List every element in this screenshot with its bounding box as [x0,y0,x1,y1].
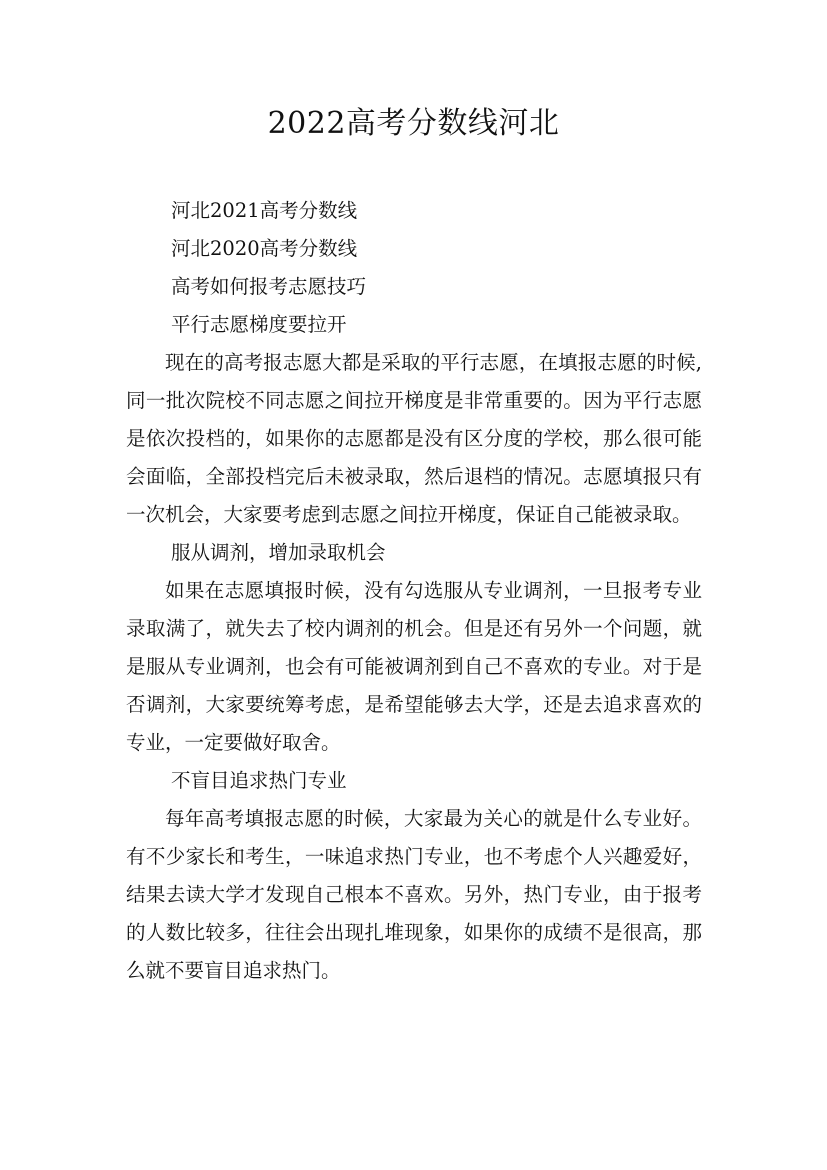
paragraph-parallel-gradient: 现在的高考报志愿大都是采取的平行志愿，在填报志愿的时候,同一批次院校不同志愿之间拉开梯度是非常重要的。因为平行志愿是依次投档的，如果你的志愿都是没有区分度的学校，那么很可能会面临，全部投档完后未被录取，然后退档的情况。志愿填报只有一次机会，大家要考虑到志愿之间拉开梯度，保证自己能被录取。 [126,351,702,526]
paragraph-popular-majors: 每年高考填报志愿的时候，大家最为关心的就是什么专业好。有不少家长和考生，一味追求热门专业，也不考虑个人兴趣爱好，结果去读大学才发现自己根本不喜欢。另外，热门专业，由于报考的人数比较多，往往会出现扎堆现象，如果你的成绩不是很高，那么就不要盲目追求热门。 [126,807,702,982]
subheading-application-tips: 高考如何报考志愿技巧 [171,275,367,298]
paragraph-accept-adjustment: 如果在志愿填报时候，没有勾选服从专业调剂，一旦报考专业录取满了，就失去了校内调剂的机会。但是还有另外一个问题，就是服从专业调剂，也会有可能被调剂到自己不喜欢的专业。对于是否调剂，大家要统筹考虑，是希望能够去大学，还是去追求喜欢的专业，一定要做好取舍。 [126,579,702,754]
document-body [126,192,702,990]
subheading-popular-majors: 不盲目追求热门专业 [171,769,347,792]
subheading-parallel-gradient: 平行志愿梯度要拉开 [171,313,347,336]
subheading-hebei-2021: 河北2021高考分数线 [171,199,358,222]
document-title: 2022高考分数线河北 [267,106,560,141]
subheading-accept-adjustment: 服从调剂，增加录取机会 [171,541,386,564]
subheading-hebei-2020: 河北2020高考分数线 [171,237,358,260]
